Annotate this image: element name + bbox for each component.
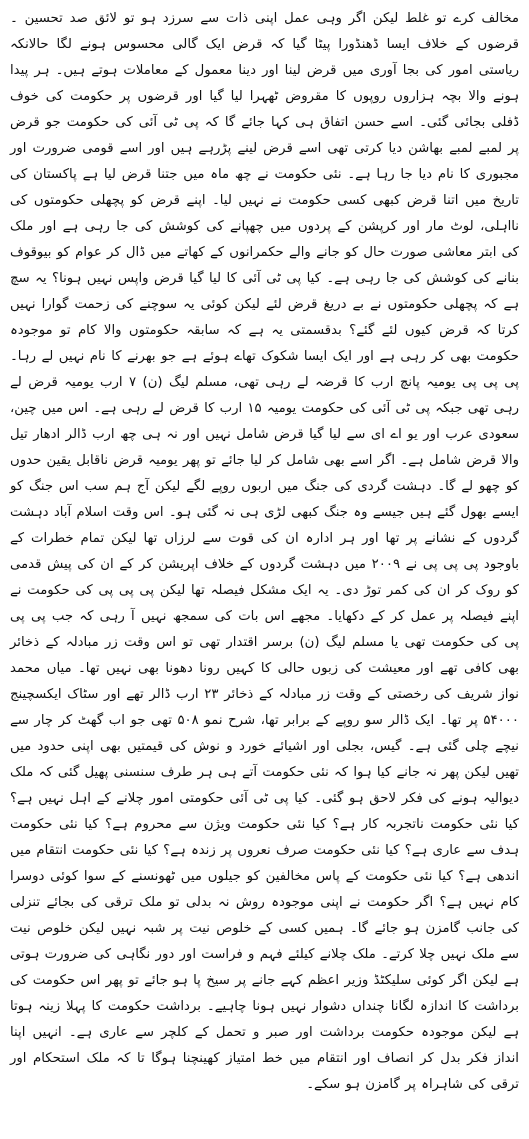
article-body-text: مخالف کرے تو غلط لیکن اگر وہی عمل اپنی ذات سے سرزد ہو تو لائق صد تحسین ۔قرضوں کے خلاف ایسا ڈھنڈورا پیٹا گیا کہ قرض ایک گالی محسوس ہونے لگا حالانکہ ریاستی امور کی بجا آوری میں قرض لینا اور دینا معمول کے معاملات ہوتے ہیں۔ ہر پیدا ہونے والا بچہ ہزاروں روپوں کا مقروض ٹھہرا لیا گیا اور قرضوں پر حکومت کی خوف ڈفلی بجائی گئی۔ اسے حسن اتفاق ہی کہا جائے گا کہ پی ٹی آئی کی حکومت جو قرض پر لمبے لمبے بھاشن دیا کرتی تھی اسے قرض لینے پڑرہے ہیں اور اسے قومی ضرورت اور مجبوری کا نام دیا جا رہا ہے۔ نئی حکومت نے چھ ماہ میں جتنا قرض لیا ہے پاکستان کی تاریخ میں اتنا قرض کبھی کسی حکومت نے نہیں لیا۔ اپنے قرض کو پچھلی حکومتوں کی نااہلی، لوٹ مار اور کرپشن کے پردوں میں چھپانے کی کوشش کی جا رہی ہے اور ملک کی ابتر معاشی صورت حال کو جانے والے حکمرانوں کے کھاتے میں ڈال کر عوام کو بیوقوف بنانے کی کوشش کی جا رہی ہے۔ کیا پی ٹی آئی کا لیا گیا قرض واپس نہیں ہونا؟ یہ سچ ہے کہ پچھلی حکومتوں نے بے دریغ قرض لئے لیکن کوئی یہ سوچنے کی زحمت گوارا نہیں کرتا کہ قرض کیوں لئے گئے؟ بدقسمتی یہ ہے کہ سابقہ حکومتوں والا کام تو موجودہ حکومت بھی کر رہی ہے اور ایک ایسا شکوک تھاے ہوئے ہے جو بھرنے کا نام نہیں لے رہا۔ پی پی پی یومیہ پانچ ارب کا قرضہ لے رہی تھی، مسلم لیگ (ن) ۷ ارب یومیہ قرض لے رہی تھی جبکہ پی ٹی آئی کی حکومت یومیہ ۱۵ ارب کا قرض لے رہی ہے۔ اس میں چین، سعودی عرب اور یو اے ای سے لیا گیا قرض شامل نہیں اور نہ ہی چھ ارب ڈالر ادھار تیل والا قرض شامل ہے۔ اگر اسے بھی شامل کر لیا جائے تو پھر یومیہ قرض ناقابل یقین حدوں کو چھو لے گا۔ دہشت گردی کی جنگ میں اربوں روپے لگے لیکن آج ہم سب اس جنگ کو ایسے بھول گئے ہیں جیسے وہ جنگ کبھی لڑی ہی نہ گئی ہو۔ اس وقت اسلام آباد دہشت گردوں کے نشانے پر تھا اور ہر ادارہ ان کی قوت سے لرزاں تھا لیکن تمام خطرات کے باوجود پی پی پی نے ۲۰۰۹ میں دہشت گردوں کے خلاف اپریشن کر کے ان کی پیش قدمی کو روک کر ان کی کمر توڑ دی۔ یہ ایک مشکل فیصلہ تھا لیکن پی پی پی کی حکومت نے اپنے فیصلہ پر عمل کر کے دکھایا۔ مجھے اس بات کی سمجھ نہیں آ رہی کہ جب پی پی پی کی حکومت تھی یا مسلم لیگ (ن) برسر اقتدار تھی تو اس وقت زر مبادلہ کے ذخائر بھی کافی تھے اور معیشت کی زبوں حالی کا کہیں رونا دھونا بھی نہیں تھا۔ میاں محمد نواز شریف کی رخصتی کے وقت زر مبادلہ کے ذخائر ۲۳ ارب ڈالر تھے اور سٹاک ایکسچینج ۵۴۰۰۰ پر تھا۔ ایک ڈالر سو روپے کے برابر تھا، شرح نمو ۵۰۸ تھی جو اب گھٹ کر چار سے نیچے چلی گئی ہے۔ گیس، بجلی اور اشیائے خورد و نوش کی قیمتیں بھی اپنی حدود میں تھیں لیکن پھر نہ جانے کیا ہوا کہ نئی حکومت آتے ہی ہر طرف سنسنی پھیل گئی کہ ملک دیوالیہ ہونے کی فکر لاحق ہو گئی۔ کیا پی ٹی آئی حکومتی امور چلانے کے اہل نہیں ہے؟ کیا نئی حکومت ناتجربہ کار ہے؟ کیا نئی حکومت ویژن سے محروم ہے؟ کیا نئی حکومت ہدف سے عاری ہے؟ کیا نئی حکومت صرف نعروں پر زندہ ہے؟ کیا نئی حکومت انتقام میں اندھی ہے؟ کیا نئی حکومت کے پاس مخالفین کو جیلوں میں ٹھونسنے کے سوا کوئی دوسرا کام نہیں ہے؟ اگر حکومت نے اپنی موجودہ روش نہ بدلی تو ملک ترقی کی بجائے تنزلی کی جانب گامزن ہو جائے گا۔ ہمیں کسی کے خلوص نیت پر شبہ نہیں لیکن خلوص نیت سے ملک نہیں چلا کرتے۔ ملک چلانے کیلئے فہم و فراست اور دور نگاہی کی ضرورت ہوتی ہے لیکن اگر کوئی سلیکٹڈ وزیر اعظم کہے جانے پر سیخ پا ہو جائے تو پھر اس حکومت کی برداشت کا اندازہ لگانا چنداں دشوار نہیں ہونا چاہیے۔ برداشت حکومت کا پہلا زینہ ہوتا ہے لیکن موجودہ حکومت برداشت اور صبر و تحمل کے کلچر سے عاری ہے۔ انہیں اپنا انداز فکر بدل کر انصاف اور انتقام میں خط امتیاز کھینچنا ہوگا تا کہ ملک استحکام اور ترقی کی شاہراہ پر گامزن ہو سکے۔ xyxy=(10,11,519,1092)
